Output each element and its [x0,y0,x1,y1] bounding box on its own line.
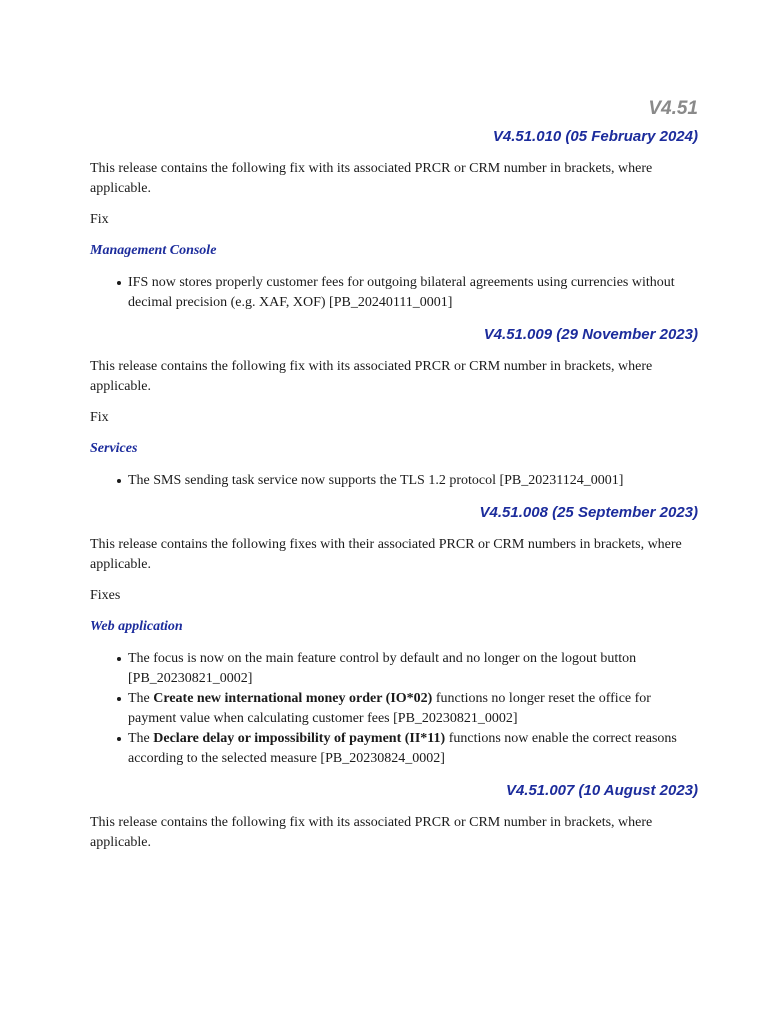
item-text-bold: Declare delay or impossibility of payment (II*11) [153,731,446,746]
fix-label: Fix [90,410,109,425]
category-heading: Management Console [90,243,217,258]
fix-list [90,471,698,491]
list-item [128,729,698,769]
item-text: The SMS sending task service now supports the TLS 1.2 protocol [PB_20231124_0001] [128,473,624,488]
list-item [128,471,698,491]
item-text-post: functions now enable the correct reasons according to the selected measure [PB_20230824_0002] [128,731,677,766]
release-section [90,126,698,324]
fix-list [90,273,698,313]
release-section [90,502,698,780]
list-item [128,689,698,729]
document-page [90,96,698,853]
release-intro: This release contains the following fixes with their associated PRCR or CRM numbers in brackets, where applicable. [90,537,682,572]
release-section [90,780,698,853]
release-section [90,324,698,502]
item-text: IFS now stores properly customer fees for outgoing bilateral agreements using currencies without decimal precision (e.g. XAF, XOF) [PB_20240111_0001] [128,275,675,310]
category-heading: Services [90,441,138,456]
item-text: The focus is now on the main feature control by default and no longer on the logout button [PB_20230821_0002] [128,651,637,686]
release-intro: This release contains the following fix with its associated PRCR or CRM number in brackets, where applicable. [90,359,653,394]
release-heading: V4.51.009 (29 November 2023) [483,326,698,343]
release-heading: V4.51.008 (25 September 2023) [479,504,698,521]
list-item [128,649,698,689]
item-text-post: functions no longer reset the office for payment value when calculating customer fees [PB_20230821_0002] [128,691,651,726]
release-heading: V4.51.010 (05 February 2024) [492,128,698,145]
fix-label: Fixes [90,588,121,603]
item-text-pre: The [128,731,154,746]
fix-list [90,649,698,769]
item-text-bold: Create new international money order (IO*02) [153,691,433,706]
list-item [128,273,698,313]
release-heading: V4.51.007 (10 August 2023) [505,782,698,799]
category-heading: Web application [90,619,183,634]
release-intro: This release contains the following fix with its associated PRCR or CRM number in brackets, where applicable. [90,161,653,196]
release-intro: This release contains the following fix with its associated PRCR or CRM number in brackets, where applicable. [90,815,653,850]
fix-label: Fix [90,212,109,227]
item-text-pre: The [128,691,154,706]
version-title: V4.51 [648,98,698,119]
